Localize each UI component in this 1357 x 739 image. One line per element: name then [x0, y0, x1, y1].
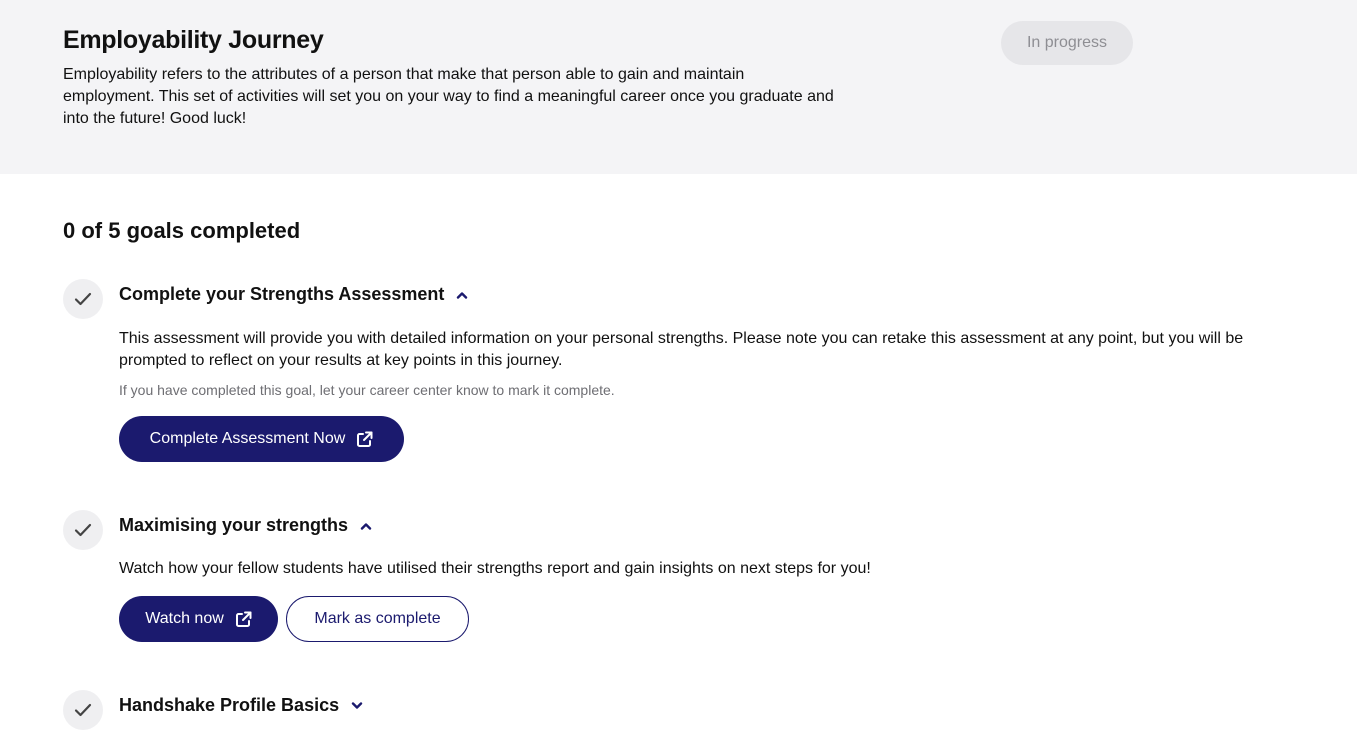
goal-title-text: Maximising your strengths [119, 515, 349, 535]
goal-status-indicator [63, 279, 103, 319]
goal-title-maximising-strengths[interactable] [119, 515, 376, 536]
goal-description: Watch how your fellow students have utilised their strengths report and gain insights on next steps for you! [119, 560, 871, 577]
goal-title-strengths-assessment[interactable] [119, 284, 472, 305]
mark-as-complete-button[interactable]: Mark as complete [286, 596, 469, 642]
button-label: Complete Assessment Now [149, 430, 346, 447]
goal-status-indicator [63, 690, 103, 730]
chevron-up-icon[interactable] [356, 516, 376, 536]
check-icon [74, 292, 92, 306]
external-link-icon [235, 611, 252, 628]
watch-now-button[interactable] [119, 596, 278, 642]
check-icon [74, 523, 92, 537]
chevron-up-icon[interactable] [452, 285, 472, 305]
goals-progress-heading: 0 of 5 goals completed [63, 218, 301, 243]
status-badge: In progress [1001, 21, 1133, 65]
goal-description: This assessment will provide you with detailed information on your personal strengths. Please note you can retake this assessment at any point, but you will be prompted to reflect on your results at key points in this journey. [119, 330, 1244, 369]
goal-title-handshake-profile[interactable] [119, 695, 367, 716]
goal-title-text: Handshake Profile Basics [119, 695, 340, 715]
check-icon [74, 703, 92, 717]
chevron-down-icon[interactable] [347, 696, 367, 716]
button-label: Watch now [145, 610, 224, 627]
complete-assessment-button[interactable] [119, 416, 404, 462]
journey-header [0, 0, 1357, 174]
page-title: Employability Journey [63, 26, 324, 54]
journey-description: Employability refers to the attributes of a person that make that person able to gain and maintain employment. This set of activities will set you on your way to find a meaningful career once you graduate and into the future! Good luck! [63, 66, 834, 127]
goal-title-text: Complete your Strengths Assessment [119, 284, 445, 304]
external-link-icon [356, 431, 373, 448]
goal-status-indicator [63, 510, 103, 550]
goal-completion-note: If you have completed this goal, let your career center know to mark it complete. [119, 382, 615, 398]
